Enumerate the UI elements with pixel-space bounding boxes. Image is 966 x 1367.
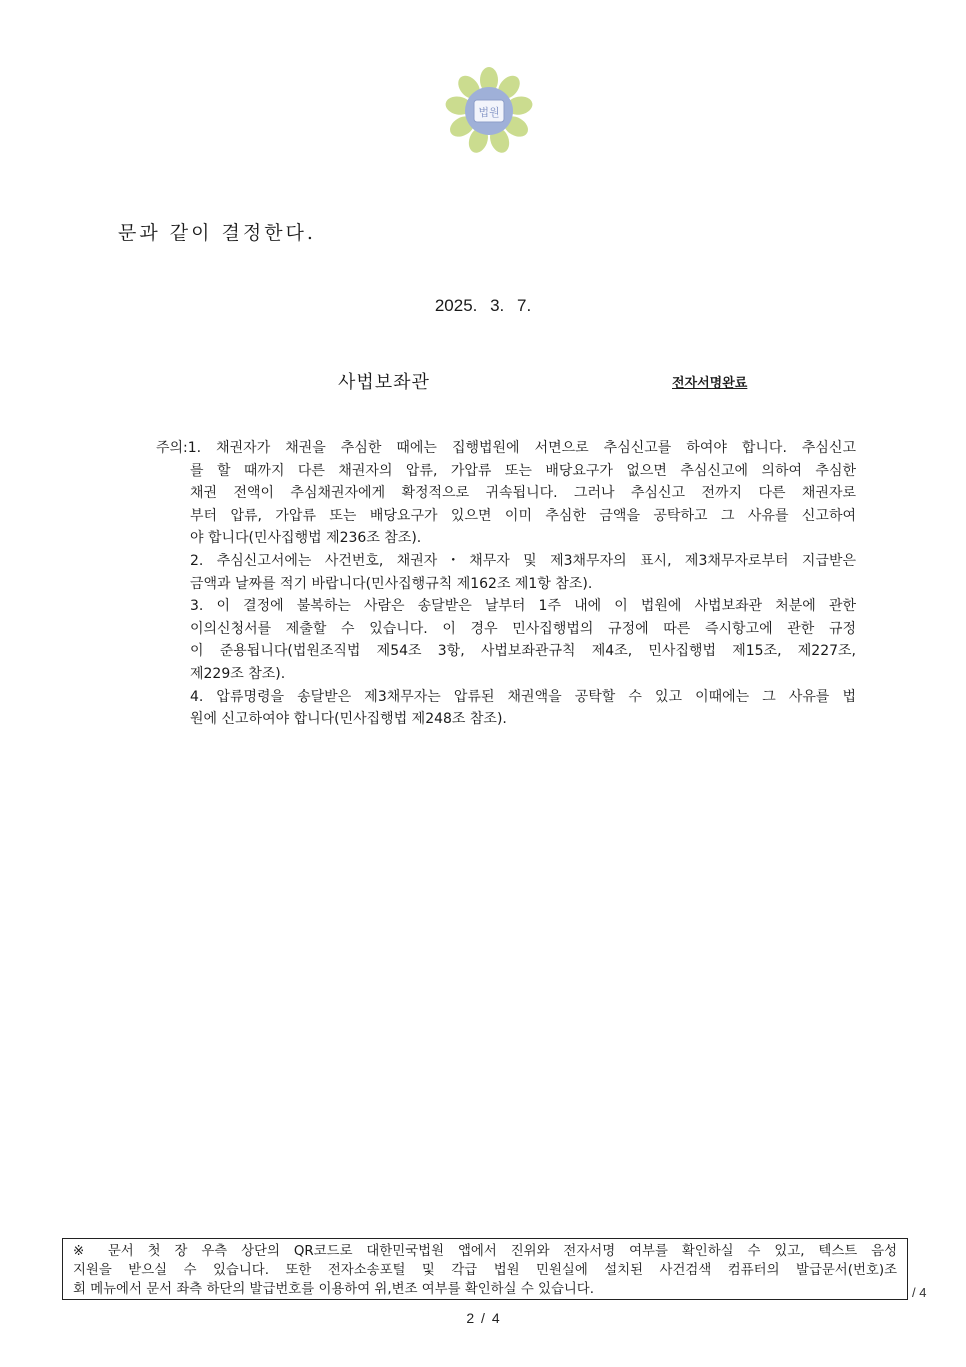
notice-line: 이 준용됩니다(법원조직법 제54조 3항, 사법보좌관규칙 제4조, 민사집행법 제15조, 제227조,: [190, 643, 856, 660]
notice-line: 4. 압류명령을 송달받은 제3채무자는 압류된 채권액을 공탁할 수 있고 이때에는 그 사유를 법: [190, 688, 856, 705]
page-total-marker: / 4: [912, 1285, 927, 1300]
notice-line: 금액과 날짜를 적기 바랍니다(민사집행규칙 제162조 제1항 참조).: [190, 575, 593, 592]
notice-line: 2. 추심신고서에는 사건번호, 채권자・채무자 및 제3채무자의 표시, 제3채무자로부터 지급받은: [190, 552, 856, 569]
notice-line: 채권 전액이 추심채권자에게 확정적으로 귀속됩니다. 그러나 추심신고 전까지 다른 채권자로: [190, 485, 856, 502]
notice-line: 야 합니다(민사집행법 제236조 참조).: [190, 530, 422, 547]
verification-notice-line: 회 메뉴에서 문서 좌측 하단의 발급번호를 이용하여 위,변조 여부를 확인하실 수 있습니다.: [73, 1282, 595, 1297]
signer-title: 사법보좌관: [338, 372, 430, 393]
notice-line: 제229조 참조).: [190, 665, 286, 682]
verification-notice-line: 지원을 받으실 수 있습니다. 또한 전자소송포털 및 각급 법원 민원실에 설치된 사건검색 컴퓨터의 발급문서(번호)조: [73, 1263, 897, 1278]
notice-line: 를 할 때까지 다른 채권자의 압류, 가압류 또는 배당요구가 없으면 추심신고에 의하여 추심한: [190, 462, 856, 479]
notice-line: 원에 신고하여야 합니다(민사집행법 제248조 참조).: [190, 711, 507, 728]
verification-notice-line: ※ 문서 첫 장 우측 상단의 QR코드로 대한민국법원 앱에서 진위와 전자서명 여부를 확인하실 수 있고, 텍스트 음성: [73, 1244, 897, 1259]
seal-text: 법원: [478, 106, 500, 119]
electronic-signature-mark: 전자서명완료: [672, 376, 748, 391]
decision-text: 문과 같이 결정한다.: [118, 222, 316, 244]
notice-line: 부터 압류, 가압류 또는 배당요구가 있으면 이미 추심한 금액을 공탁하고 그 사유를 신고하여: [190, 507, 856, 524]
notice-line: 주의:1. 채권자가 채권을 추심한 때에는 집행법원에 서면으로 추심신고를 하여야 합니다. 추심신고: [156, 440, 856, 456]
verification-notice-box: [62, 1238, 908, 1300]
decision-date: 2025. 3. 7.: [434, 296, 532, 315]
court-seal-icon: [444, 66, 534, 156]
notice-line: 이의신청서를 제출할 수 있습니다. 이 경우 민사집행법의 규정에 따른 즉시항고에 관한 규정: [190, 620, 856, 637]
page-number: 2 / 4: [466, 1310, 500, 1326]
notice-line: 3. 이 결정에 불복하는 사람은 송달받은 날부터 1주 내에 이 법원에 사법보좌관 처분에 관한: [190, 598, 856, 615]
notice-section: [156, 437, 856, 731]
